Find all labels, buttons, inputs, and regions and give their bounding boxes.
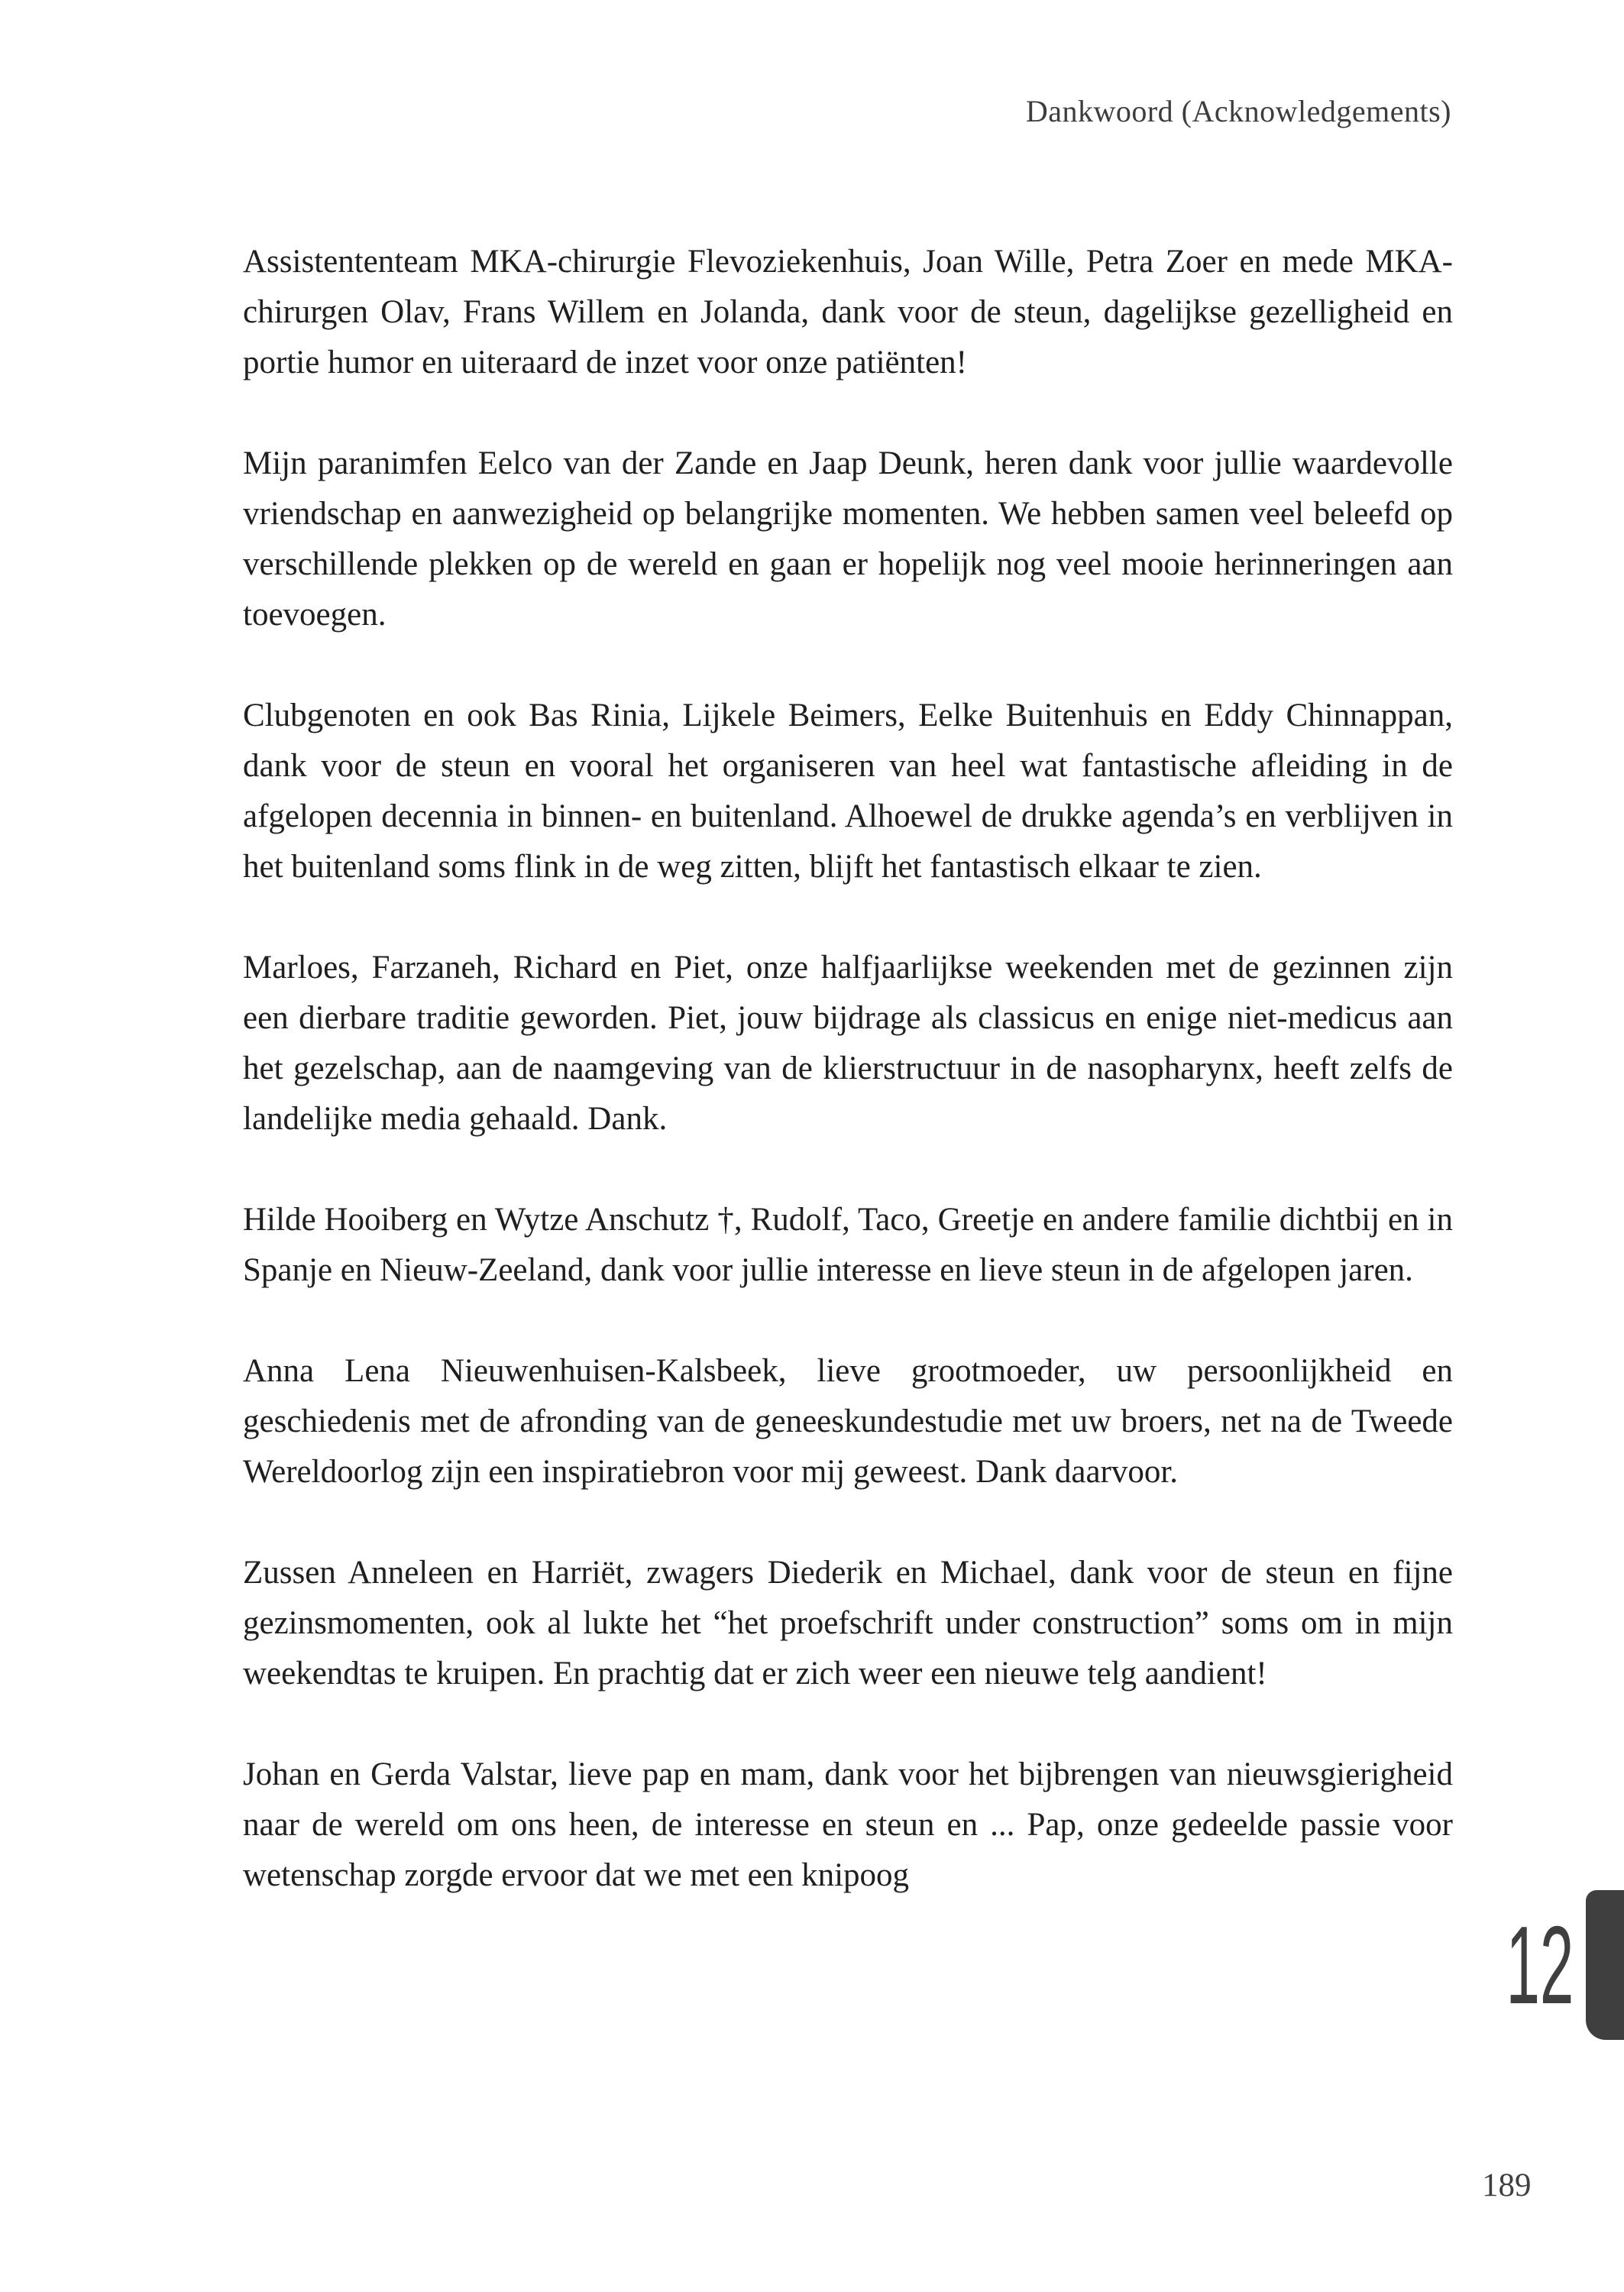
paragraph-clubgenoten: Clubgenoten en ook Bas Rinia, Lijkele Beimers, Eelke Buitenhuis en Eddy Chinnappan, dank voor de steun en vooral het organiseren van heel wat fantastische afleiding in de afgelopen decennia in binnen- en buitenland. Alhoewel de drukke agenda’s en verblijven in het buitenland soms flink in de weg zitten, blijft het fantastisch elkaar te zien. — [243, 698, 1453, 885]
paragraph-zussen: Zussen Anneleen en Harriët, zwagers Diederik en Michael, dank voor de steun en fijne gezinsmomenten, ook al lukte het “het proefschrift under construction” soms om in mijn weekendtas te kruipen. En prachtig dat er zich weer een nieuwe telg aandient! — [243, 1555, 1453, 1691]
page-number: 189 — [1482, 2167, 1532, 2203]
paragraph-familie: Hilde Hooiberg en Wytze Anschutz †, Rudolf, Taco, Greetje en andere familie dichtbij en in Spanje en Nieuw-Zeeland, dank voor jullie interesse en lieve steun in de afgelopen jaren. — [243, 1202, 1453, 1288]
paragraph-paranimfen: Mijn paranimfen Eelco van der Zande en Jaap Deunk, heren dank voor jullie waardevolle vriendschap en aanwezigheid op belangrijke momenten. We hebben samen veel beleefd op verschillende plekken op de wereld en gaan er hopelijk nog veel mooie herinneringen aan toevoegen. — [243, 445, 1453, 633]
paragraph-marloes: Marloes, Farzaneh, Richard en Piet, onze halfjaarlijkse weekenden met de gezinnen zijn een dierbare traditie geworden. Piet, jouw bijdrage als classicus en enige niet-medicus aan het gezelschap, aan de naamgeving van de klierstructuur in de nasopharynx, heeft zelfs de landelijke media gehaald. Dank. — [243, 950, 1453, 1137]
running-head: Dankwoord (Acknowledgements) — [1025, 94, 1451, 128]
acknowledgements-body — [243, 237, 1453, 1901]
paragraph-ouders: Johan en Gerda Valstar, lieve pap en mam, dank voor het bijbrengen van nieuwsgierigheid naar de wereld om ons heen, de interesse en steun en ... Pap, onze gedeelde passie voor wetenschap zorgde ervoor dat we met een knipoog — [243, 1756, 1453, 1893]
paragraph-grootmoeder: Anna Lena Nieuwenhuisen-Kalsbeek, lieve grootmoeder, uw persoonlijkheid en geschiedenis met de afronding van de geneeskundestudie met uw broers, net na de Tweede Wereldoorlog zijn een inspiratiebron voor mij geweest. Dank daarvoor. — [243, 1353, 1453, 1490]
paragraph-assistententeam: Assistententeam MKA-chirurgie Flevoziekenhuis, Joan Wille, Petra Zoer en mede MKA-chirurgen Olav, Frans Willem en Jolanda, dank voor de steun, dagelijkse gezelligheid en portie humor en uiteraard de inzet voor onze patiënten! — [243, 244, 1453, 380]
chapter-tab-block — [1586, 1890, 1624, 2040]
chapter-number: 12 — [1506, 1903, 1574, 2027]
